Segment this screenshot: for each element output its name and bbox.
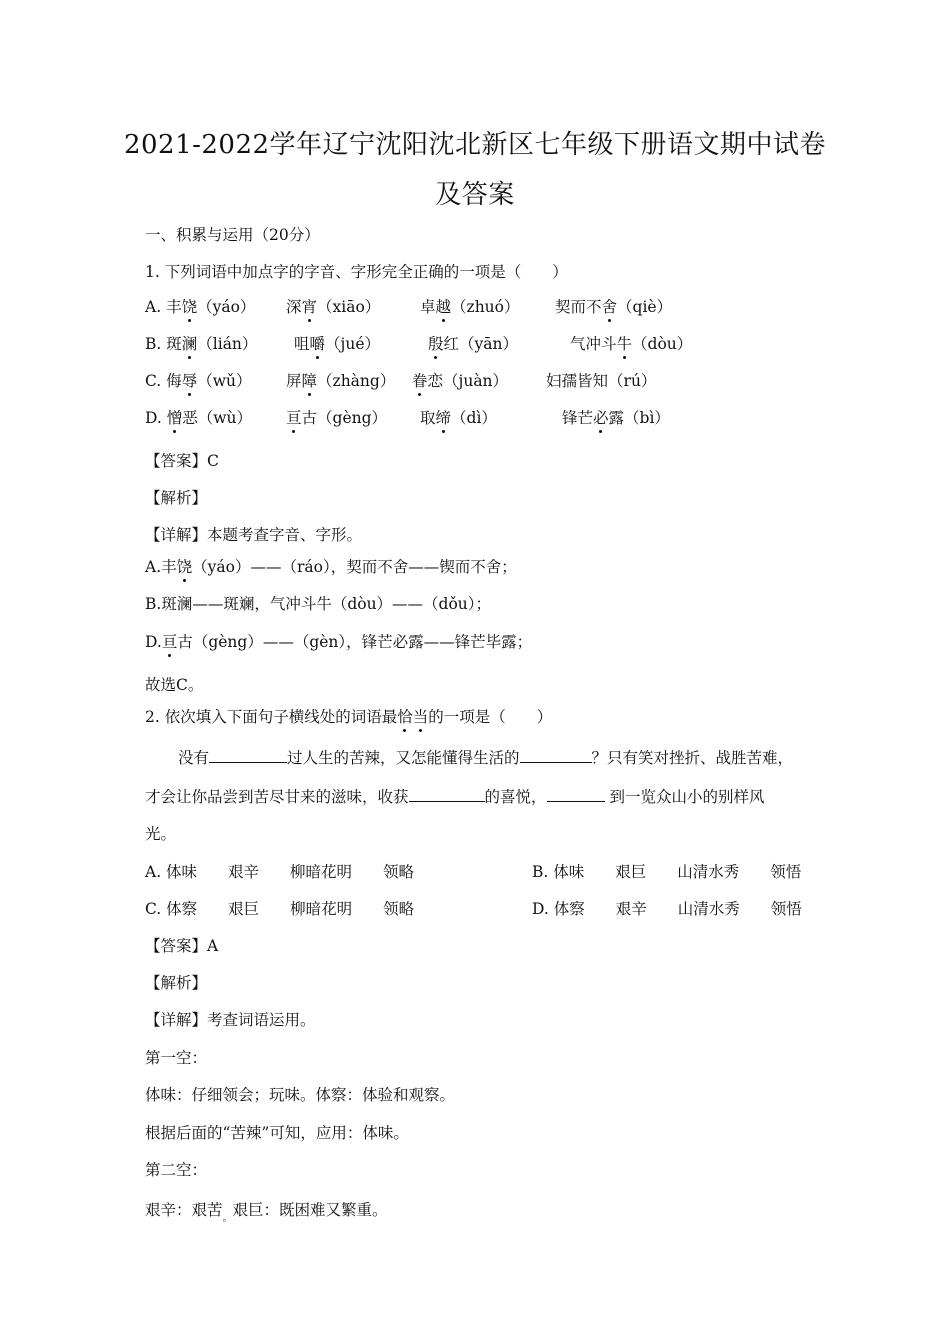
q1-option-d: D. 憎恶（wù）: [145, 406, 252, 428]
q1-explain-b: B.斑澜——斑斓，气冲斗牛（dòu）——（dǒu）；: [145, 595, 492, 613]
q2-option-a: A. 体味 艰辛 柳暗花明 领略: [145, 863, 415, 881]
blank-3: [409, 785, 485, 802]
q1-option-b-3: 殷红（yān）: [428, 332, 518, 354]
q1-option-a-2: 深宵（xiāo）: [286, 295, 380, 317]
q1-analysis-heading: 【解析】: [145, 489, 208, 507]
q1-option-a: A. 丰饶（yáo）: [145, 295, 255, 317]
q2-stem: 2. 依次填入下面句子横线处的词语最恰当的一项是（ ）: [145, 705, 552, 727]
q2-analysis-heading: 【解析】: [145, 974, 208, 992]
q2-passage-line-3: 光。: [145, 825, 177, 843]
blank-4: [547, 785, 605, 802]
q2-option-b: B. 体味 艰巨 山清水秀 领悟: [532, 863, 802, 881]
q1-option-c-2: 屏障（zhàng）: [286, 369, 395, 391]
q1-option-a-3: 卓越（zhuó）: [420, 295, 520, 317]
doc-title-line-1: 2021-2022学年辽宁沈阳沈北新区七年级下册语文期中试卷: [123, 130, 827, 160]
section-heading: 一、积累与运用（20分）: [145, 226, 320, 244]
blank-1: [209, 746, 287, 763]
q2-reason-1: 根据后面的“苦辣”可知，应用：体味。: [145, 1124, 409, 1142]
q1-option-c: C. 侮辱（wǔ）: [145, 369, 251, 391]
q1-answer: 【答案】C: [145, 452, 219, 470]
q1-option-a-4: 契而不舍（qiè）: [555, 295, 672, 317]
q1-option-b-2: 咀嚼（jué）: [294, 332, 380, 354]
q2-blank-2-heading: 第二空：: [145, 1161, 208, 1179]
q1-option-c-4: 妇孺皆知（rú）: [546, 372, 657, 390]
q1-option-d-2: 亘古（gèng）: [286, 406, 387, 428]
q2-definition-1: 体味：仔细领会；玩味。体察：体验和观察。: [145, 1086, 456, 1104]
q1-stem: 1. 下列词语中加点字的字音、字形完全正确的一项是（ ）: [145, 263, 568, 281]
q2-option-c: C. 体察 艰巨 柳暗花明 领略: [145, 900, 415, 918]
q2-passage-line-1: 没有 过人生的苦辣，又怎能懂得生活的 ？只有笑对挫折、战胜苦难，: [178, 746, 793, 768]
q1-detail: 【详解】本题考查字音、字形。: [145, 526, 363, 544]
q1-explain-d: D.亘古（gèng）——（gèn），锋芒必露——锋芒毕露；: [145, 630, 532, 652]
q2-blank-1-heading: 第一空：: [145, 1049, 208, 1067]
q2-answer: 【答案】A: [145, 937, 219, 955]
q1-conclusion: 故选C。: [145, 676, 204, 694]
q2-passage-line-2: 才会让你品尝到苦尽甘来的滋味，收获 的喜悦， 到一览众山小的别样风: [145, 785, 764, 807]
doc-title-line-2: 及答案: [435, 180, 515, 210]
q1-option-d-4: 锋芒必露（bì）: [562, 406, 670, 428]
q2-definition-2: 艰辛：艰苦$_。$艰巨：既困难又繁重。: [145, 1201, 388, 1224]
q1-explain-a: A.丰饶（yáo）——（ráo），契而不舍——锲而不舍；: [145, 555, 517, 577]
q1-option-c-3: 眷恋（juàn）: [412, 369, 508, 391]
q1-option-b: B. 斑澜（lián）: [145, 332, 257, 354]
q2-option-d: D. 体察 艰辛 山清水秀 领悟: [532, 900, 802, 918]
q1-option-d-3: 取缔（dì）: [420, 406, 497, 428]
q1-option-b-4: 气冲斗牛（dòu）: [570, 332, 692, 354]
q2-detail: 【详解】考查词语运用。: [145, 1011, 316, 1029]
blank-2: [520, 746, 592, 763]
